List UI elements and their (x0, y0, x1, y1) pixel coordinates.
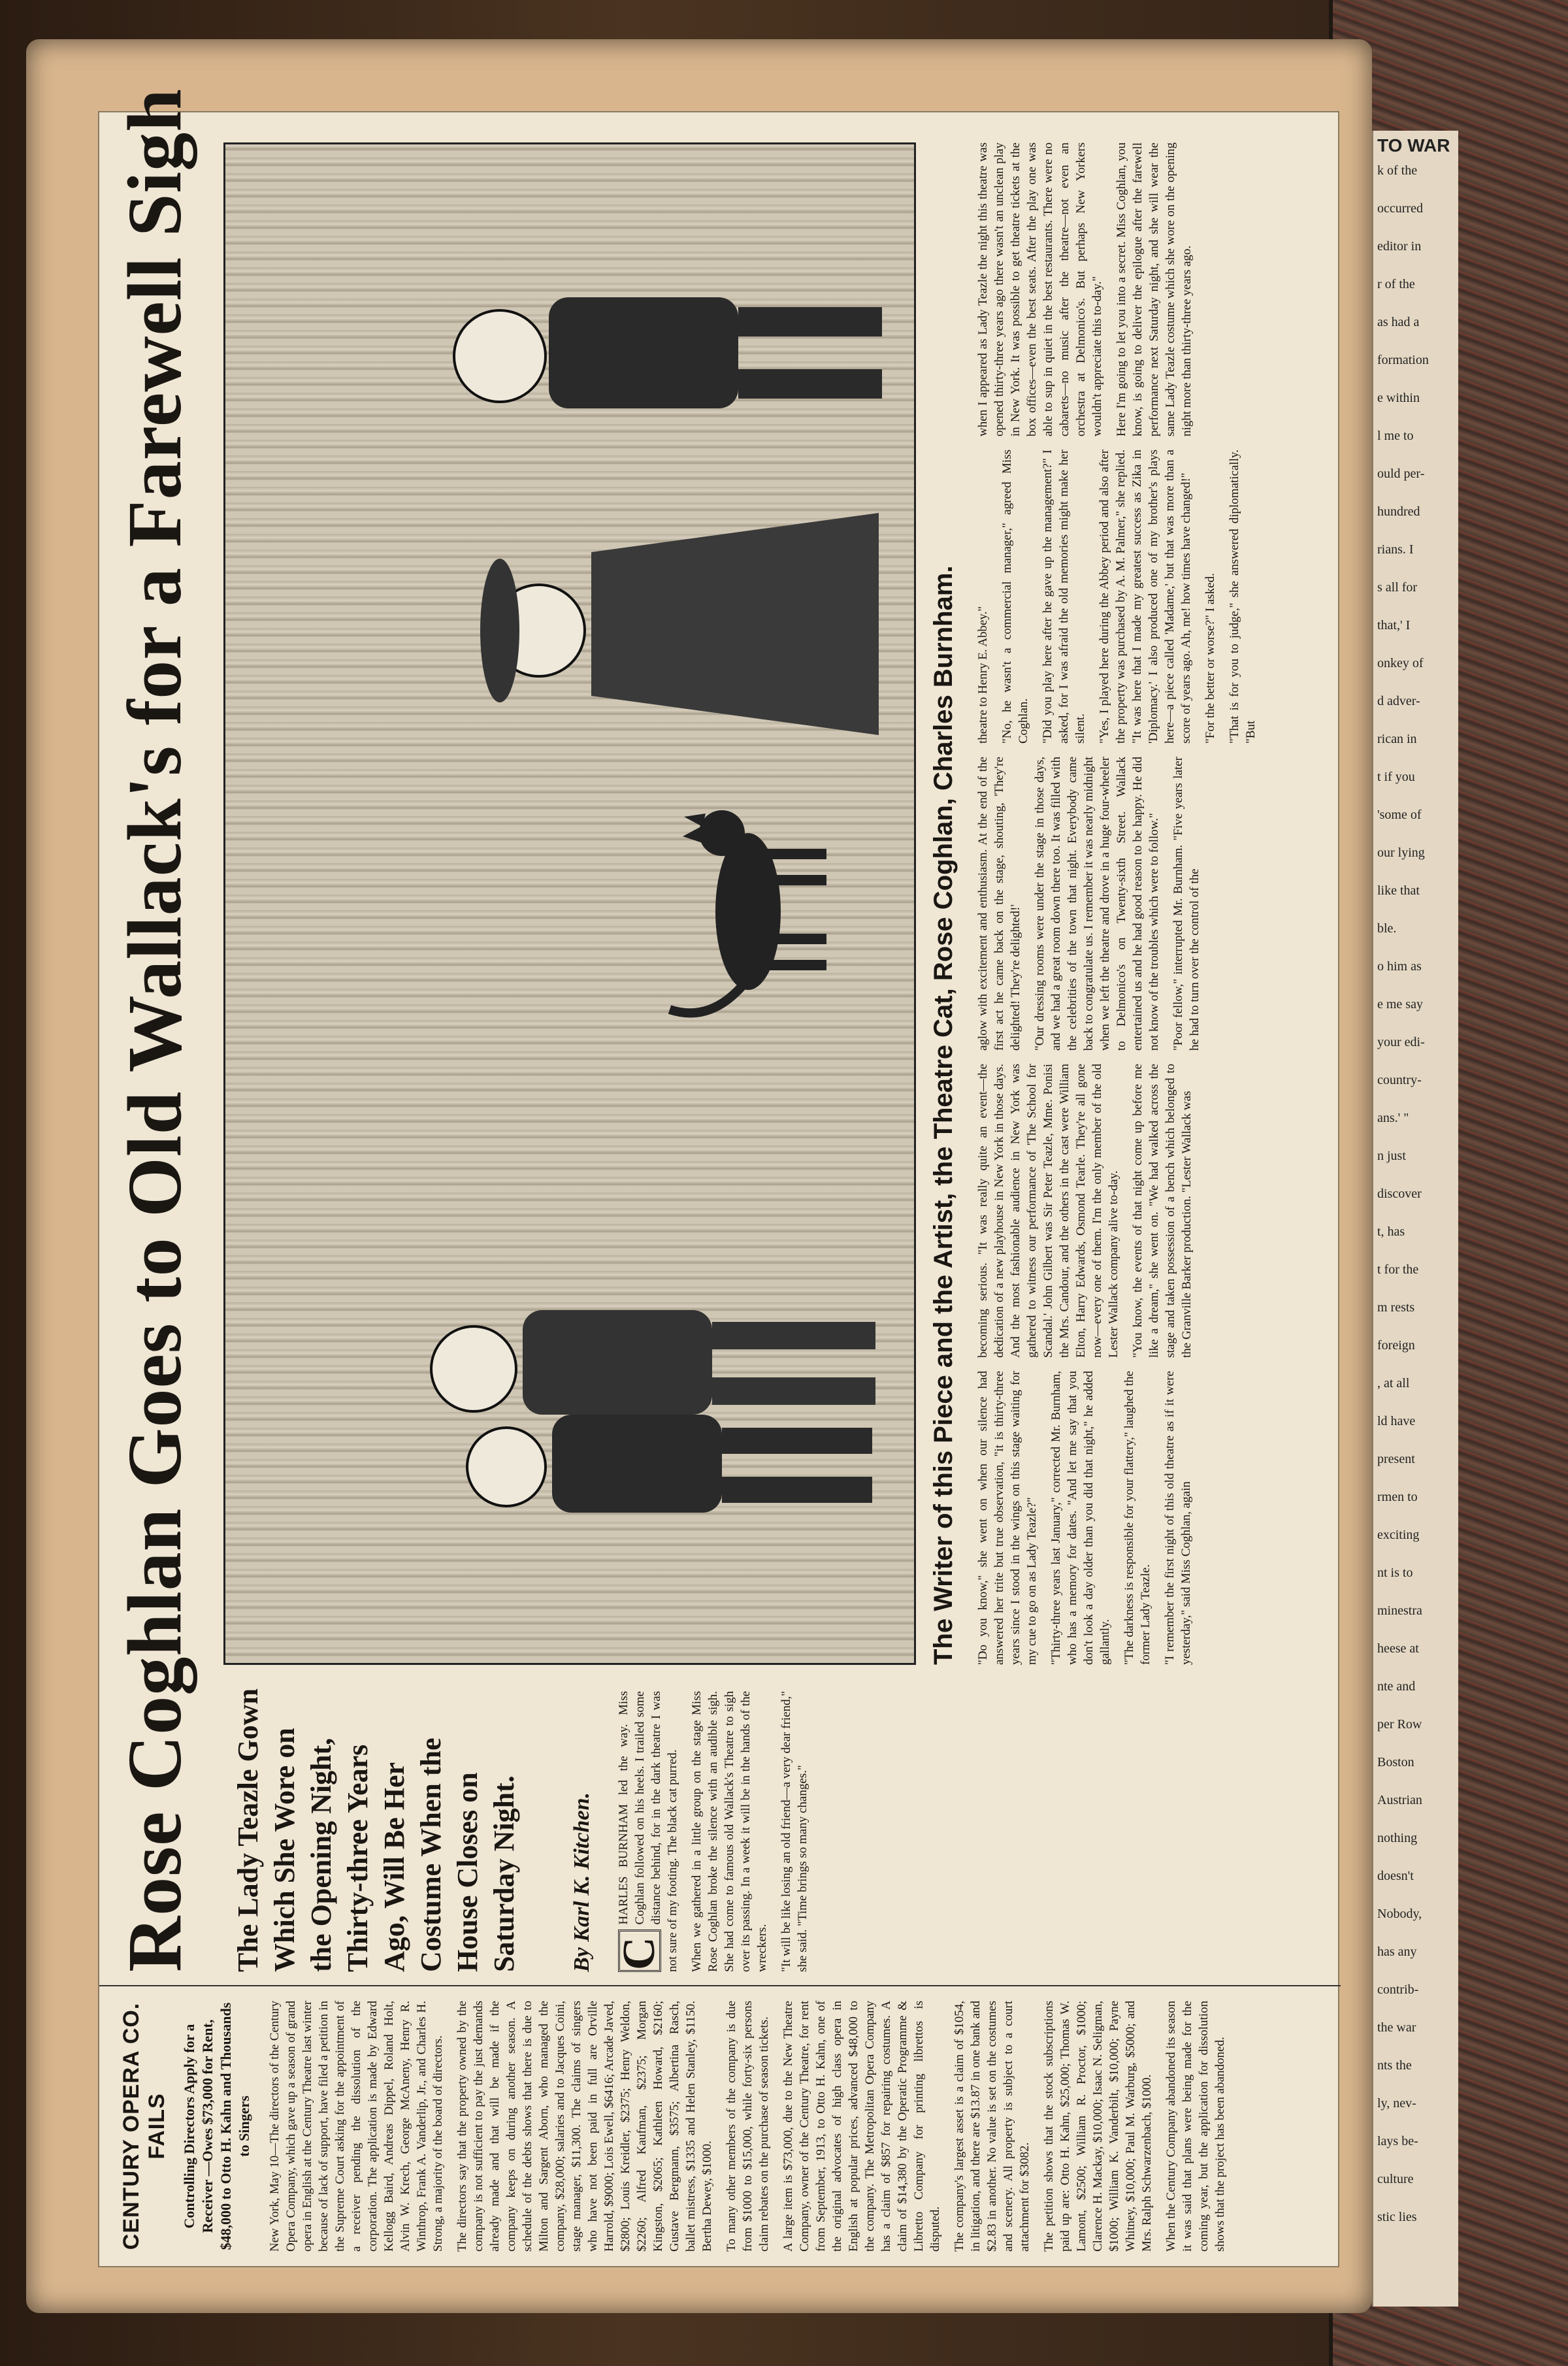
sidebar-paragraph: The company's largest asset is a claim of $1054, in litigation, and there are $13.87 in one bank and $2.83 in another. No value is set on the costumes and scenery. All property is subject to a court attachment for $3082. (953, 2001, 1032, 2252)
adjacent-clipping-line: culture (1377, 2172, 1414, 2186)
article-paragraph: Here I'm going to let you into a secret. Miss Coghlan, you know, is going to deliver the epilogue after the farewell performance next Saturday night, and she will wear the same Lady Teazle costume which she wore on the opening night more than thirty-three years ago. (1115, 142, 1194, 436)
adjacent-clipping-line: Boston (1377, 1755, 1414, 1769)
article-paragraph: theatre to Henry E. Abbey." (976, 606, 990, 744)
sidebar-paragraph: When the Century Company abandoned its season it was said that plans were being made for the coming year, but the application for dissolution shows that the project has been abandoned. (1164, 2001, 1227, 2252)
article-column-2 (975, 1371, 1267, 1665)
adjacent-clipping-line: as had a (1377, 315, 1420, 329)
adjacent-clipping-line: nt is to (1377, 1566, 1413, 1580)
article-paragraph: When we gathered in a little group on the stage Miss Rose Coghlan broke the silence with an audible sigh. She had come to famous old Wallack's Theatre to sigh over its passing. In a week it will be in the hands of the wreckers. (690, 1691, 769, 1972)
adjacent-clipping-line: n just (1377, 1149, 1406, 1163)
deck: The Lady Teazle Gown Which She Wore on the Opening Night, Thirty-three Years Ago, Will Be Her Costume When the House Closes on Saturday Night. (232, 1688, 520, 1972)
illustration-caption: The Writer of this Piece and the Artist, the Theatre Cat, Rose Coghlan, Charles Burnham. (929, 565, 958, 1665)
sidebar-paragraph: The petition shows that the stock subscriptions paid up are: Otto H. Kahn, $25,000; Thomas W. Lamont, $2500; William R. Proctor, $1000; Clarence H. Mackay, $10,000; Isaac N. Seligman, $1000; William K. Vanderbilt, $10,000; Payne Whitney, $10,000; Paul M. Warburg, $5000; and Mrs. Ralph Schwarzenbach, $1000. (1042, 2001, 1154, 2252)
adjacent-clipping-line: your edi- (1377, 1035, 1425, 1049)
article-paragraph: "Poor fellow," interrupted Mr. Burnham. "Five years later he had to turn over the control of the (1171, 757, 1201, 1051)
article-paragraph: "That is for you to judge," she answered diplomatically. "But (1228, 450, 1258, 744)
adjacent-clipping-line: occurred (1377, 201, 1423, 216)
article-paragraph: "I remember the first night of this old theatre as if it were yesterday," said Miss Coghlan, again (1163, 1371, 1193, 1665)
adjacent-clipping-line: ould per- (1377, 467, 1425, 481)
article-paragraph: HARLES BURNHAM led the way. Miss Coghlan followed on his heels. I trailed some distance behind, for in the dark theatre I was not sure of my footing. The black cat purred. (617, 1691, 679, 1972)
article-column-6 (975, 142, 1267, 436)
article-paragraph: "You know, the events of that night come up before me like a dream," she went on. "We had walked across the stage and taken possession of a bench which belonged to the Granville Barker production. "Lester Wallack was (1131, 1064, 1194, 1358)
adjacent-clipping-line: onkey of (1377, 656, 1424, 670)
sidebar-paragraph: To many other members of the company is due from $1000 to $15,000, while forty-six persons claim rebates on the purchase of season tickets. (725, 2001, 771, 2252)
article-lower-columns (975, 142, 1267, 1665)
adjacent-clipping-line: our lying (1377, 846, 1425, 860)
adjacent-clipping-line: t for the (1377, 1262, 1419, 1277)
adjacent-clipping (1372, 131, 1458, 2307)
adjacent-clipping-line: 'some of (1377, 808, 1422, 822)
article-paragraph: "For the better or worse?" I asked. (1203, 573, 1217, 744)
illustration (223, 142, 916, 1665)
adjacent-clipping-text (1373, 137, 1458, 2226)
article-paragraph: "Our dressing rooms were under the stage in those days, and we had a great room down there too. It was filled with the celebrities of the town that night. Everybody came back to congratulate us. I remember it was nearly midnight when we left the theatre and drove in a huge four-wheeler to Delmonico's on Twenty-sixth Street. Wallack entertained us and he had good reason to be happy. He did not know of the troubles which were to follow." (1033, 757, 1161, 1051)
article-paragraph: "Thirty-three years last January," corrected Mr. Burnham, who has a memory for dates. "And let me say that you don't look a day older than you did that night," he added gallantly. (1049, 1371, 1112, 1665)
newspaper-clipping (98, 88, 1339, 2267)
article-paragraph: "Yes, I played here during the Abbey period and also after the property was purchased by A. M. Palmer," she replied. "It was here that I made my greatest success as Zika in 'Diplomacy.' I also produced one of my brother's plays here—a piece called 'Madame,' but that was more than a score of years ago. Ah, me! how times have changed!" (1098, 450, 1193, 744)
adjacent-clipping-line: t if you (1377, 770, 1415, 784)
article-column-4 (975, 757, 1267, 1051)
adjacent-clipping-line: editor in (1377, 239, 1422, 254)
sidebar-subtitle: Controlling Directors Apply for a Receiver —Owes $73,000 for Rent, $48,000 to Otto H. Kahn and Thousands to Singers (181, 2002, 252, 2250)
adjacent-clipping-line: heese at (1377, 1641, 1419, 1656)
artist-figure (431, 1310, 875, 1415)
sidebar-paragraph: New York, May 10—The directors of the Century Opera Company, which gave up a season of grand opera in English at the Century Theatre last winter because of lack of support, have filed a petition in the Supreme Court asking for the appointment of a receiver pending the dissolution of the corporation. The application is made by Edward Kellogg Baird, Andreas Dippel, Roland Holt, Alvin W. Krech, George McAneny, Henry R. Winthrop, Frank A. Vanderlip, Jr., and Charles H. Strong, a majority of the board of directors. (268, 2001, 445, 2252)
sidebar-paragraph: A large item is $73,000, due to the New Theatre Company, owner of the Century Theatre, for rent from September, 1913, to Otto H. Kahn, one of the original advocates of high class opera in English at popular prices, advanced $48,000 to the company. The Metropolitan Opera Company has a claim of $857 for repairing costumes. A claim of $14,380 by the Operatic Programme & Libretto Company for printing librettos is disputed. (781, 2001, 942, 2252)
article-column-1 (615, 1691, 819, 1972)
adjacent-clipping-line: nts the (1377, 2058, 1412, 2073)
article-paragraph: when I appeared as Lady Teazle the night this theatre was opened thirty-three years ago there wasn't an unclean play in New York. It was possible to get theatre tickets at the box offices—even the best seats. After the play one was able to sup in quiet in the best restaurants. There were no cabarets—no music after the theatre—not even an orchestra at Delmonico's. But perhaps New Yorkers wouldn't appreciate this to-day." (976, 142, 1104, 436)
article-paragraph: "No, he wasn't a commercial manager," agreed Miss Coghlan. (1000, 450, 1030, 744)
adjacent-clipping-line: rmen to (1377, 1490, 1418, 1504)
adjacent-clipping-line: formation (1377, 353, 1429, 367)
adjacent-clipping-line: nte and (1377, 1679, 1416, 1694)
charles-burnham-figure (454, 297, 882, 408)
article-paragraph: becoming serious. "It was really quite an event—the dedication of a new playhouse in New York in those days. And the most fashionable audience in New York was gathered to witness our performance of 'The School for Scandal.' John Gilbert was Sir Peter Teazle, Mme. Ponisi the Mrs. Candour, and the others in the cast were William Elton, Harry Edwards, Osmond Tearle. They're all gone now—every one of them. I'm the only member of the old Lester Wallack company alive to-day. (976, 1064, 1120, 1358)
adjacent-clipping-line: doesn't (1377, 1869, 1414, 1883)
adjacent-clipping-line: m rests (1377, 1300, 1415, 1315)
byline: By Karl K. Kitchen. (570, 1792, 594, 1972)
adjacent-clipping-line: minestra (1377, 1603, 1422, 1618)
adjacent-clipping-line: , at all (1377, 1376, 1410, 1390)
adjacent-clipping-line: discover (1377, 1187, 1422, 1201)
article-column-3 (975, 1064, 1267, 1358)
adjacent-clipping-line: e me say (1377, 997, 1423, 1011)
adjacent-clipping-line: Nobody, (1377, 1907, 1422, 1921)
adjacent-clipping-line: t, has (1377, 1224, 1405, 1239)
article-paragraph: "Do you know," she went on when our silence had answered her trite but true observation, "it is thirty-three years since I stood in the wings on this stage waiting for my cue to go on as Lady Teazle?" (976, 1371, 1039, 1665)
adjacent-clipping-line: rican in (1377, 732, 1417, 746)
adjacent-clipping-line: the war (1377, 2020, 1416, 2035)
adjacent-clipping-line: l me to (1377, 429, 1414, 443)
article-paragraph: aglow with excitement and enthusiasm. At the end of the first act he came back on the stage, shouting, 'They're delighted! They're delighted!' (976, 757, 1022, 1051)
adjacent-clipping-line: present (1377, 1452, 1415, 1466)
adjacent-clipping-line: rians. I (1377, 542, 1414, 557)
writer-figure (467, 1415, 872, 1513)
theatre-cat-figure (670, 810, 826, 1013)
cartoon-figures-drawing (225, 142, 916, 1663)
adjacent-clipping-line: o him as (1377, 959, 1422, 974)
adjacent-clipping-line: exciting (1377, 1528, 1420, 1542)
sidebar-paragraph: The directors say that the property owned by the company is not sufficient to pay the just demands already made and that will be made if the company keeps on during another season. A schedule of the debts shows that there is due to Milton and Sargent Aborn, who managed the company, $28,000; salaries and to Jacques Coini, stage manager, $11,300. The claims of singers who have not been paid in full are Orville Harrold, $9000; Lois Ewell, $6416; Arcade Javed, $2800; Louis Kreidler, $2375; Henry Weldon, $2260; Alfred Kaufman, $2375; Morgan Kingston, $2065; Kathleen Howard, $2160; Gustave Bergmann, $3575; Albertina Rasch, ballet mistress, $1335 and Helen Stanley, $1150. Bertha Dewey, $1000. (455, 2001, 714, 2252)
adjacent-clipping-line: ld have (1377, 1414, 1416, 1428)
adjacent-clipping-line: s all for (1377, 580, 1418, 595)
adjacent-clipping-title: TO WAR (1377, 135, 1450, 156)
article-paragraph: "The darkness is responsible for your flattery," laughed the former Lady Teazle. (1122, 1371, 1152, 1665)
adjacent-clipping-line: per Row (1377, 1717, 1422, 1732)
adjacent-clipping-line: country- (1377, 1073, 1422, 1087)
sidebar-title: CENTURY OPERA CO. FAILS (119, 2002, 169, 2250)
rose-coghlan-figure (480, 513, 879, 735)
adjacent-clipping-line: stic lies (1377, 2210, 1417, 2224)
adjacent-clipping-line: Austrian (1377, 1793, 1422, 1807)
adjacent-clipping-line: has any (1377, 1945, 1417, 1959)
adjacent-clipping-line: k of the (1377, 163, 1418, 178)
adjacent-clipping-line: nothing (1377, 1831, 1418, 1845)
adjacent-clipping-line: ble. (1377, 921, 1397, 936)
article-paragraph: "Did you play here after he gave up the management?" I asked, for I was afraid the old memories might make her silent. (1041, 450, 1087, 744)
article-paragraph: "It will be like losing an old friend—a very dear friend," she said. "Time brings so many changes." (779, 1691, 809, 1972)
article-column-5 (975, 450, 1267, 744)
adjacent-clipping-line: lays be- (1377, 2134, 1418, 2148)
adjacent-clipping-line: ly, nev- (1377, 2096, 1416, 2111)
sidebar-body (267, 2001, 1228, 2252)
adjacent-clipping-line: ans.' " (1377, 1111, 1409, 1125)
headline: Rose Coghlan Goes to Old Wallack's for a Farewell Sigh (112, 88, 197, 1972)
adjacent-clipping-line: contrib- (1377, 1982, 1419, 1997)
adjacent-clipping-line: that,' I (1377, 618, 1411, 633)
adjacent-clipping-line: foreign (1377, 1338, 1415, 1353)
adjacent-clipping-line: d adver- (1377, 694, 1420, 708)
drop-cap: C (618, 1930, 661, 1972)
adjacent-clipping-line: r of the (1377, 277, 1415, 291)
adjacent-clipping-line: hundred (1377, 504, 1420, 519)
sidebar-article (99, 1985, 1341, 2266)
main-article (99, 88, 1341, 1972)
adjacent-clipping-line: e within (1377, 391, 1420, 405)
adjacent-clipping-line: like that (1377, 883, 1420, 898)
